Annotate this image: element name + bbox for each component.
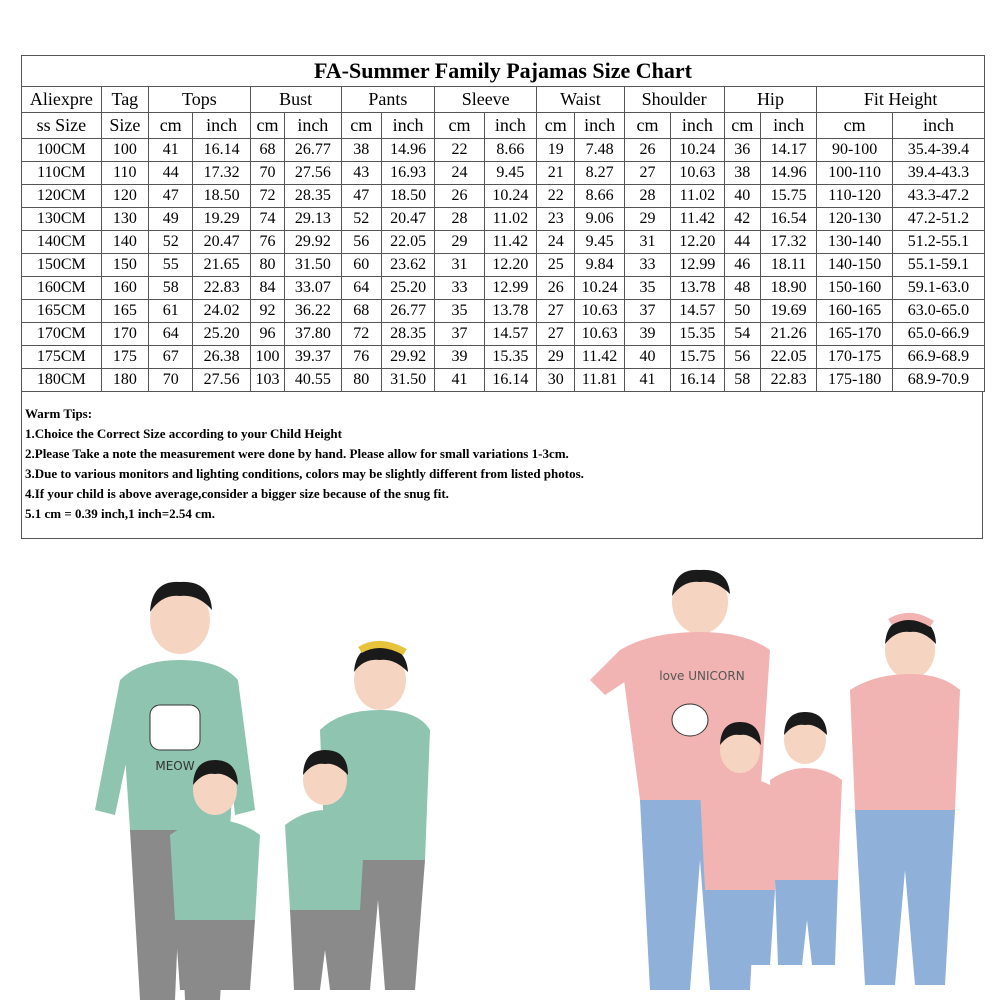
table-cell: 130-140 (817, 231, 893, 254)
table-cell: 10.24 (484, 185, 536, 208)
table-row (22, 162, 985, 185)
table-cell: 61 (149, 300, 193, 323)
table-cell: 58 (724, 369, 760, 392)
header-unit-11: inch (671, 113, 724, 139)
table-cell: 26 (624, 139, 670, 162)
table-cell: 14.96 (381, 139, 434, 162)
table-cell: 41 (149, 139, 193, 162)
header-tag-a: Tag (101, 87, 148, 113)
table-cell: 22 (537, 185, 575, 208)
table-cell: 170-175 (817, 346, 893, 369)
table-cell: 60 (341, 254, 381, 277)
table-cell: 36.22 (285, 300, 341, 323)
table-row (22, 323, 985, 346)
table-cell: 25 (537, 254, 575, 277)
table-cell: 24 (435, 162, 484, 185)
tip-line-2: 2.Please Take a note the measurement were done by hand. Please allow for small variations 1-3cm. (25, 446, 569, 461)
table-cell: 14.57 (484, 323, 536, 346)
table-cell: 56 (341, 231, 381, 254)
table-cell: 22.05 (381, 231, 434, 254)
table-cell: 28 (435, 208, 484, 231)
table-cell: 140 (101, 231, 148, 254)
table-cell: 15.35 (484, 346, 536, 369)
table-cell: 68 (250, 139, 284, 162)
table-cell: 96 (250, 323, 284, 346)
table-cell: 33.07 (285, 277, 341, 300)
table-cell: 9.06 (575, 208, 624, 231)
table-cell: 35 (435, 300, 484, 323)
table-cell: 84 (250, 277, 284, 300)
table-cell: 22.83 (760, 369, 816, 392)
table-cell: 18.11 (760, 254, 816, 277)
table-cell: 11.81 (575, 369, 624, 392)
table-cell: 10.24 (575, 277, 624, 300)
table-cell: 36 (724, 139, 760, 162)
table-cell: 26.77 (381, 300, 434, 323)
table-cell: 33 (624, 254, 670, 277)
table-cell: 40.55 (285, 369, 341, 392)
table-cell: 66.9-68.9 (892, 346, 984, 369)
table-row (22, 300, 985, 323)
table-cell: 165-170 (817, 323, 893, 346)
table-cell: 19 (537, 139, 575, 162)
table-cell: 31.50 (285, 254, 341, 277)
table-cell: 16.14 (671, 369, 724, 392)
table-cell: 92 (250, 300, 284, 323)
mom-top-pink (850, 674, 960, 810)
table-cell: 11.42 (484, 231, 536, 254)
table-cell: 38 (724, 162, 760, 185)
header-group-7: Fit Height (817, 87, 985, 113)
table-cell: 16.54 (760, 208, 816, 231)
table-cell: 55 (149, 254, 193, 277)
girl-top-pink (700, 778, 778, 890)
table-cell: 72 (250, 185, 284, 208)
table-cell: 43 (341, 162, 381, 185)
table-cell: 76 (341, 346, 381, 369)
table-cell: 52 (149, 231, 193, 254)
table-cell: 22.83 (193, 277, 250, 300)
table-cell: 27 (624, 162, 670, 185)
table-cell: 29.92 (381, 346, 434, 369)
table-cell: 12.20 (671, 231, 724, 254)
table-cell: 40 (624, 346, 670, 369)
table-cell: 9.45 (575, 231, 624, 254)
table-cell: 39.37 (285, 346, 341, 369)
table-cell: 47 (341, 185, 381, 208)
table-cell: 54 (724, 323, 760, 346)
table-cell: 26.77 (285, 139, 341, 162)
table-cell: 64 (149, 323, 193, 346)
table-cell: 11.02 (484, 208, 536, 231)
table-cell: 70 (149, 369, 193, 392)
table-cell: 16.93 (381, 162, 434, 185)
table-cell: 35.4-39.4 (892, 139, 984, 162)
table-cell: 41 (624, 369, 670, 392)
table-cell: 37.80 (285, 323, 341, 346)
table-cell: 29.13 (285, 208, 341, 231)
table-cell: 15.35 (671, 323, 724, 346)
table-cell: 49 (149, 208, 193, 231)
table-cell: 59.1-63.0 (892, 277, 984, 300)
table-cell: 29 (624, 208, 670, 231)
table-cell: 180CM (22, 369, 102, 392)
table-cell: 63.0-65.0 (892, 300, 984, 323)
table-cell: 25.20 (193, 323, 250, 346)
table-cell: 51.2-55.1 (892, 231, 984, 254)
table-cell: 130 (101, 208, 148, 231)
tip-line-4: 4.If your child is above average,consider a bigger size because of the snug fit. (25, 486, 449, 501)
header-group-0: Tops (149, 87, 251, 113)
table-cell: 39 (435, 346, 484, 369)
table-cell: 80 (250, 254, 284, 277)
header-unit-15: inch (892, 113, 984, 139)
table-cell: 10.63 (671, 162, 724, 185)
table-cell: 58 (149, 277, 193, 300)
table-cell: 39 (624, 323, 670, 346)
dad-shirt-print-pink: love UNICORN (659, 669, 745, 683)
table-cell: 12.99 (671, 254, 724, 277)
table-cell: 110CM (22, 162, 102, 185)
table-cell: 28.35 (381, 323, 434, 346)
header-unit-12: cm (724, 113, 760, 139)
tip-line-3: 3.Due to various monitors and lighting conditions, colors may be slightly different from listed photos. (25, 466, 584, 481)
table-cell: 26 (435, 185, 484, 208)
table-cell: 12.20 (484, 254, 536, 277)
table-cell: 46 (724, 254, 760, 277)
table-cell: 47.2-51.2 (892, 208, 984, 231)
table-cell: 13.78 (671, 277, 724, 300)
table-cell: 22 (435, 139, 484, 162)
header-unit-14: cm (817, 113, 893, 139)
table-cell: 64 (341, 277, 381, 300)
table-cell: 30 (537, 369, 575, 392)
table-cell: 31 (624, 231, 670, 254)
table-row (22, 208, 985, 231)
table-cell: 27.56 (285, 162, 341, 185)
table-row (22, 346, 985, 369)
table-cell: 8.27 (575, 162, 624, 185)
header-unit-0: cm (149, 113, 193, 139)
warm-tips (21, 392, 983, 539)
table-cell: 180 (101, 369, 148, 392)
table-row (22, 369, 985, 392)
table-cell: 31 (435, 254, 484, 277)
dad-shirt-print: MEOW (155, 759, 195, 773)
table-cell: 18.50 (193, 185, 250, 208)
table-cell: 37 (624, 300, 670, 323)
table-cell: 21.26 (760, 323, 816, 346)
table-cell: 9.84 (575, 254, 624, 277)
table-cell: 26.38 (193, 346, 250, 369)
table-cell: 29.92 (285, 231, 341, 254)
header-unit-9: inch (575, 113, 624, 139)
header-size-a: Aliexpre (22, 87, 102, 113)
table-cell: 24 (537, 231, 575, 254)
table-cell: 175 (101, 346, 148, 369)
table-cell: 20.47 (381, 208, 434, 231)
table-cell: 17.32 (193, 162, 250, 185)
header-unit-13: inch (760, 113, 816, 139)
table-cell: 140-150 (817, 254, 893, 277)
table-cell: 31.50 (381, 369, 434, 392)
table-cell: 41 (435, 369, 484, 392)
table-cell: 120 (101, 185, 148, 208)
table-cell: 175-180 (817, 369, 893, 392)
table-cell: 10.24 (671, 139, 724, 162)
header-unit-3: inch (285, 113, 341, 139)
table-cell: 29 (435, 231, 484, 254)
table-cell: 120-130 (817, 208, 893, 231)
table-cell: 76 (250, 231, 284, 254)
table-cell: 110-120 (817, 185, 893, 208)
tips-heading: Warm Tips: (25, 406, 93, 421)
header-unit-2: cm (250, 113, 284, 139)
table-cell: 10.63 (575, 323, 624, 346)
table-cell: 150-160 (817, 277, 893, 300)
table-cell: 18.50 (381, 185, 434, 208)
table-cell: 15.75 (671, 346, 724, 369)
header-group-3: Sleeve (435, 87, 537, 113)
table-cell: 80 (341, 369, 381, 392)
table-cell: 90-100 (817, 139, 893, 162)
table-cell: 160 (101, 277, 148, 300)
header-group-2: Pants (341, 87, 435, 113)
girl-top (170, 820, 260, 920)
table-cell: 8.66 (575, 185, 624, 208)
table-cell: 48 (724, 277, 760, 300)
header-group-5: Shoulder (624, 87, 724, 113)
table-cell: 16.14 (193, 139, 250, 162)
table-cell: 120CM (22, 185, 102, 208)
table-cell: 130CM (22, 208, 102, 231)
table-cell: 28 (624, 185, 670, 208)
table-cell: 70 (250, 162, 284, 185)
table-cell: 44 (149, 162, 193, 185)
table-cell: 170 (101, 323, 148, 346)
table-cell: 35 (624, 277, 670, 300)
table-cell: 40 (724, 185, 760, 208)
mom-figure-pink (850, 616, 960, 985)
table-cell: 14.57 (671, 300, 724, 323)
table-cell: 150CM (22, 254, 102, 277)
table-cell: 14.96 (760, 162, 816, 185)
table-row (22, 139, 985, 162)
header-group-6: Hip (724, 87, 817, 113)
table-cell: 19.69 (760, 300, 816, 323)
table-cell: 15.75 (760, 185, 816, 208)
boy-top (285, 810, 365, 910)
table-cell: 103 (250, 369, 284, 392)
table-cell: 140CM (22, 231, 102, 254)
table-cell: 52 (341, 208, 381, 231)
table-cell: 50 (724, 300, 760, 323)
table-cell: 18.90 (760, 277, 816, 300)
header-group-1: Bust (250, 87, 341, 113)
table-cell: 74 (250, 208, 284, 231)
header-unit-5: inch (381, 113, 434, 139)
table-cell: 68 (341, 300, 381, 323)
table-row (22, 231, 985, 254)
table-cell: 27 (537, 323, 575, 346)
table-cell: 19.29 (193, 208, 250, 231)
table-cell: 11.42 (671, 208, 724, 231)
table-cell: 39.4-43.3 (892, 162, 984, 185)
table-cell: 160CM (22, 277, 102, 300)
table-cell: 47 (149, 185, 193, 208)
table-row (22, 277, 985, 300)
table-cell: 22.05 (760, 346, 816, 369)
family-photo-mint (80, 560, 450, 1000)
table-cell: 44 (724, 231, 760, 254)
table-cell: 170CM (22, 323, 102, 346)
table-cell: 27 (537, 300, 575, 323)
header-unit-8: cm (537, 113, 575, 139)
table-cell: 23 (537, 208, 575, 231)
header-tag-b: Size (101, 113, 148, 139)
header-size-b: ss Size (22, 113, 102, 139)
table-cell: 27.56 (193, 369, 250, 392)
table-cell: 165CM (22, 300, 102, 323)
table-cell: 37 (435, 323, 484, 346)
table-cell: 25.20 (381, 277, 434, 300)
table-row (22, 185, 985, 208)
table-cell: 14.17 (760, 139, 816, 162)
table-cell: 67 (149, 346, 193, 369)
table-row (22, 254, 985, 277)
table-cell: 16.14 (484, 369, 536, 392)
table-cell: 150 (101, 254, 148, 277)
table-cell: 110 (101, 162, 148, 185)
table-cell: 24.02 (193, 300, 250, 323)
table-cell: 23.62 (381, 254, 434, 277)
table-cell: 100CM (22, 139, 102, 162)
table-cell: 100 (250, 346, 284, 369)
chart-title: FA-Summer Family Pajamas Size Chart (22, 56, 985, 87)
boy-top-pink (770, 768, 842, 880)
table-cell: 17.32 (760, 231, 816, 254)
table-cell: 11.02 (671, 185, 724, 208)
table-cell: 11.42 (575, 346, 624, 369)
table-cell: 100-110 (817, 162, 893, 185)
table-cell: 26 (537, 277, 575, 300)
table-cell: 56 (724, 346, 760, 369)
table-cell: 65.0-66.9 (892, 323, 984, 346)
size-table (21, 55, 985, 392)
header-unit-1: inch (193, 113, 250, 139)
table-cell: 9.45 (484, 162, 536, 185)
table-cell: 68.9-70.9 (892, 369, 984, 392)
header-unit-6: cm (435, 113, 484, 139)
header-group-4: Waist (537, 87, 625, 113)
boy-figure-pink (770, 712, 842, 965)
table-cell: 72 (341, 323, 381, 346)
table-cell: 28.35 (285, 185, 341, 208)
tip-line-1: 1.Choice the Correct Size according to your Child Height (25, 426, 342, 441)
table-cell: 175CM (22, 346, 102, 369)
table-cell: 7.48 (575, 139, 624, 162)
table-cell: 55.1-59.1 (892, 254, 984, 277)
table-cell: 42 (724, 208, 760, 231)
table-cell: 29 (537, 346, 575, 369)
table-cell: 20.47 (193, 231, 250, 254)
table-cell: 160-165 (817, 300, 893, 323)
header-unit-10: cm (624, 113, 670, 139)
header-unit-7: inch (484, 113, 536, 139)
header-unit-4: cm (341, 113, 381, 139)
table-cell: 12.99 (484, 277, 536, 300)
table-cell: 8.66 (484, 139, 536, 162)
table-cell: 43.3-47.2 (892, 185, 984, 208)
family-photo-pink (580, 560, 970, 1000)
table-cell: 21.65 (193, 254, 250, 277)
table-cell: 13.78 (484, 300, 536, 323)
size-chart (21, 55, 985, 539)
table-cell: 100 (101, 139, 148, 162)
table-cell: 165 (101, 300, 148, 323)
table-cell: 33 (435, 277, 484, 300)
table-cell: 21 (537, 162, 575, 185)
table-cell: 10.63 (575, 300, 624, 323)
tip-line-5: 5.1 cm = 0.39 inch,1 inch=2.54 cm. (25, 506, 215, 521)
table-cell: 38 (341, 139, 381, 162)
